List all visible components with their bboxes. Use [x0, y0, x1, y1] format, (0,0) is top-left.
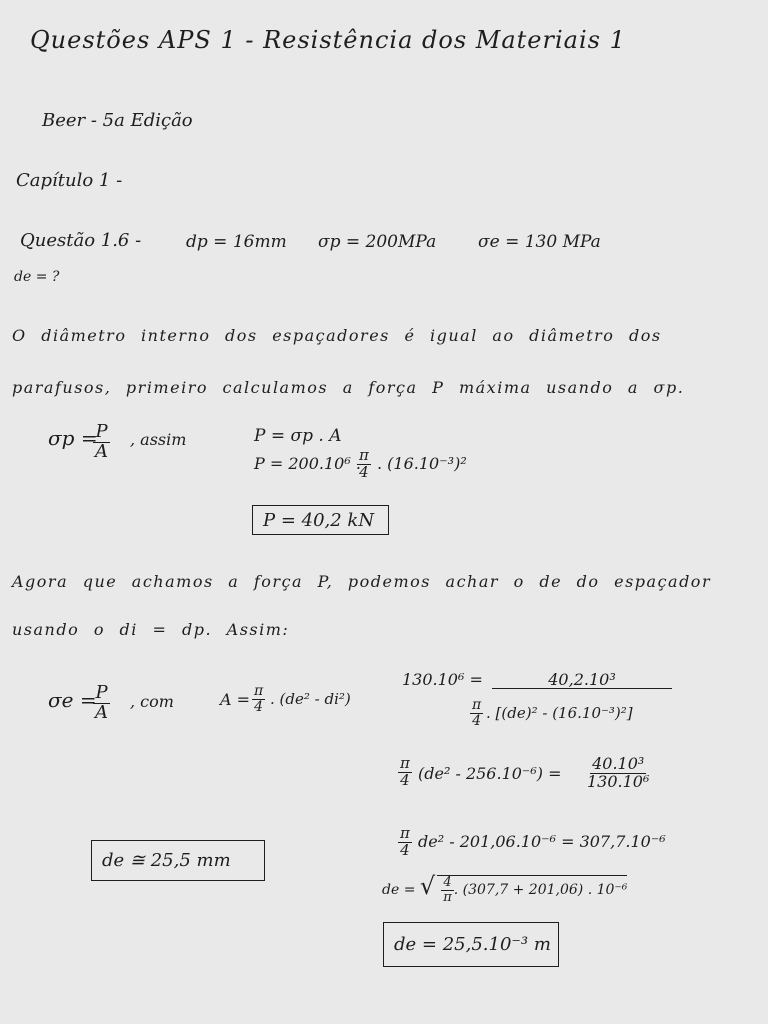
eq1-numerator: 40,2.10³: [492, 672, 672, 689]
step1-num: P: [95, 421, 108, 442]
step1-line2b: . (16.10⁻³)²: [377, 454, 467, 473]
step1-line2a: P = 200.10⁶ .: [254, 454, 361, 473]
pi-symbol: π: [254, 683, 264, 699]
eq2-fraction: [585, 756, 651, 791]
result-box-force: P = 40,2 kN: [252, 505, 389, 535]
question-label: Questão 1.6 -: [20, 230, 142, 251]
book-reference: Beer - 5a Edição: [42, 110, 193, 131]
area-lhs: A =: [220, 690, 251, 709]
eq2-pi-over-4: [398, 756, 412, 789]
four-digit: 4: [400, 770, 410, 789]
radicand: [437, 875, 627, 904]
paragraph1-line2: parafusos, primeiro calculamos a força P máxima usando a σp.: [12, 378, 685, 397]
step1-pi-over-4: [357, 448, 371, 481]
eq1-denominator: . [(de)² - (16.10⁻³)²]: [486, 704, 633, 722]
step1-den: A: [95, 440, 108, 462]
paragraph1-line1: O diâmetro interno dos espaçadores é igual ao diâmetro dos: [12, 326, 662, 345]
eq1-lhs: 130.10⁶ =: [402, 670, 483, 689]
pi-symbol: π: [400, 754, 410, 772]
step1-assim: , assim: [130, 430, 187, 449]
given-sigma-e: σe = 130 MPa: [478, 232, 601, 252]
eq4-lhs: de =: [382, 882, 416, 898]
step1-fraction: [93, 423, 110, 462]
eq3-pi-over-4: [398, 826, 412, 859]
eq2-num: 40.10³: [592, 754, 645, 773]
four-digit: 4: [359, 462, 369, 481]
step2-fraction: [93, 684, 110, 723]
page-title: Questões APS 1 - Resistência dos Materiais 1: [30, 26, 626, 54]
four-digit: 4: [472, 712, 482, 729]
eq4-root-expression: [382, 872, 627, 904]
step2-den: A: [95, 701, 108, 723]
pi-symbol: π: [400, 824, 410, 842]
eq1-pi-over-4: [470, 698, 483, 728]
eq2-body: (de² - 256.10⁻⁶) =: [418, 764, 562, 783]
paragraph2-line1: Agora que achamos a força P, podemos achar o de do espaçador: [12, 572, 712, 591]
pi-symbol: π: [472, 697, 482, 713]
four-digit: 4: [254, 698, 264, 715]
eq2-den: 130.10⁶: [587, 771, 650, 791]
given-sigma-p: σp = 200MPa: [318, 232, 437, 252]
eq3-body: de² - 201,06.10⁻⁶ = 307,7.10⁻⁶: [418, 832, 666, 851]
pi-symbol: π: [359, 446, 369, 464]
area-pi-over-4: [252, 684, 265, 714]
four-digit: 4: [443, 874, 452, 890]
eq4-body: . (307,7 + 201,06) . 10⁻⁶: [453, 882, 628, 898]
pi-symbol: π: [443, 889, 452, 905]
chapter-heading: Capítulo 1 -: [16, 170, 123, 191]
step2-num: P: [95, 682, 108, 703]
unknown-de: de = ?: [14, 269, 60, 285]
result-box-de-mm: de ≅ 25,5 mm: [91, 840, 265, 881]
paragraph2-line2: usando o di = dp. Assim:: [12, 620, 290, 639]
step1-lhs: σp =: [48, 426, 98, 450]
sqrt-sign-icon: √: [419, 872, 436, 900]
given-dp: dp = 16mm: [186, 232, 287, 252]
step2-com: , com: [130, 692, 174, 711]
four-digit: 4: [400, 840, 410, 859]
result-box-de-m: de = 25,5.10⁻³ m: [383, 922, 559, 967]
step2-lhs: σe =: [48, 688, 97, 712]
step1-line1: P = σp . A: [254, 426, 342, 446]
eq4-4-over-pi: [441, 876, 454, 904]
area-rhs: . (de² - di²): [270, 690, 351, 708]
